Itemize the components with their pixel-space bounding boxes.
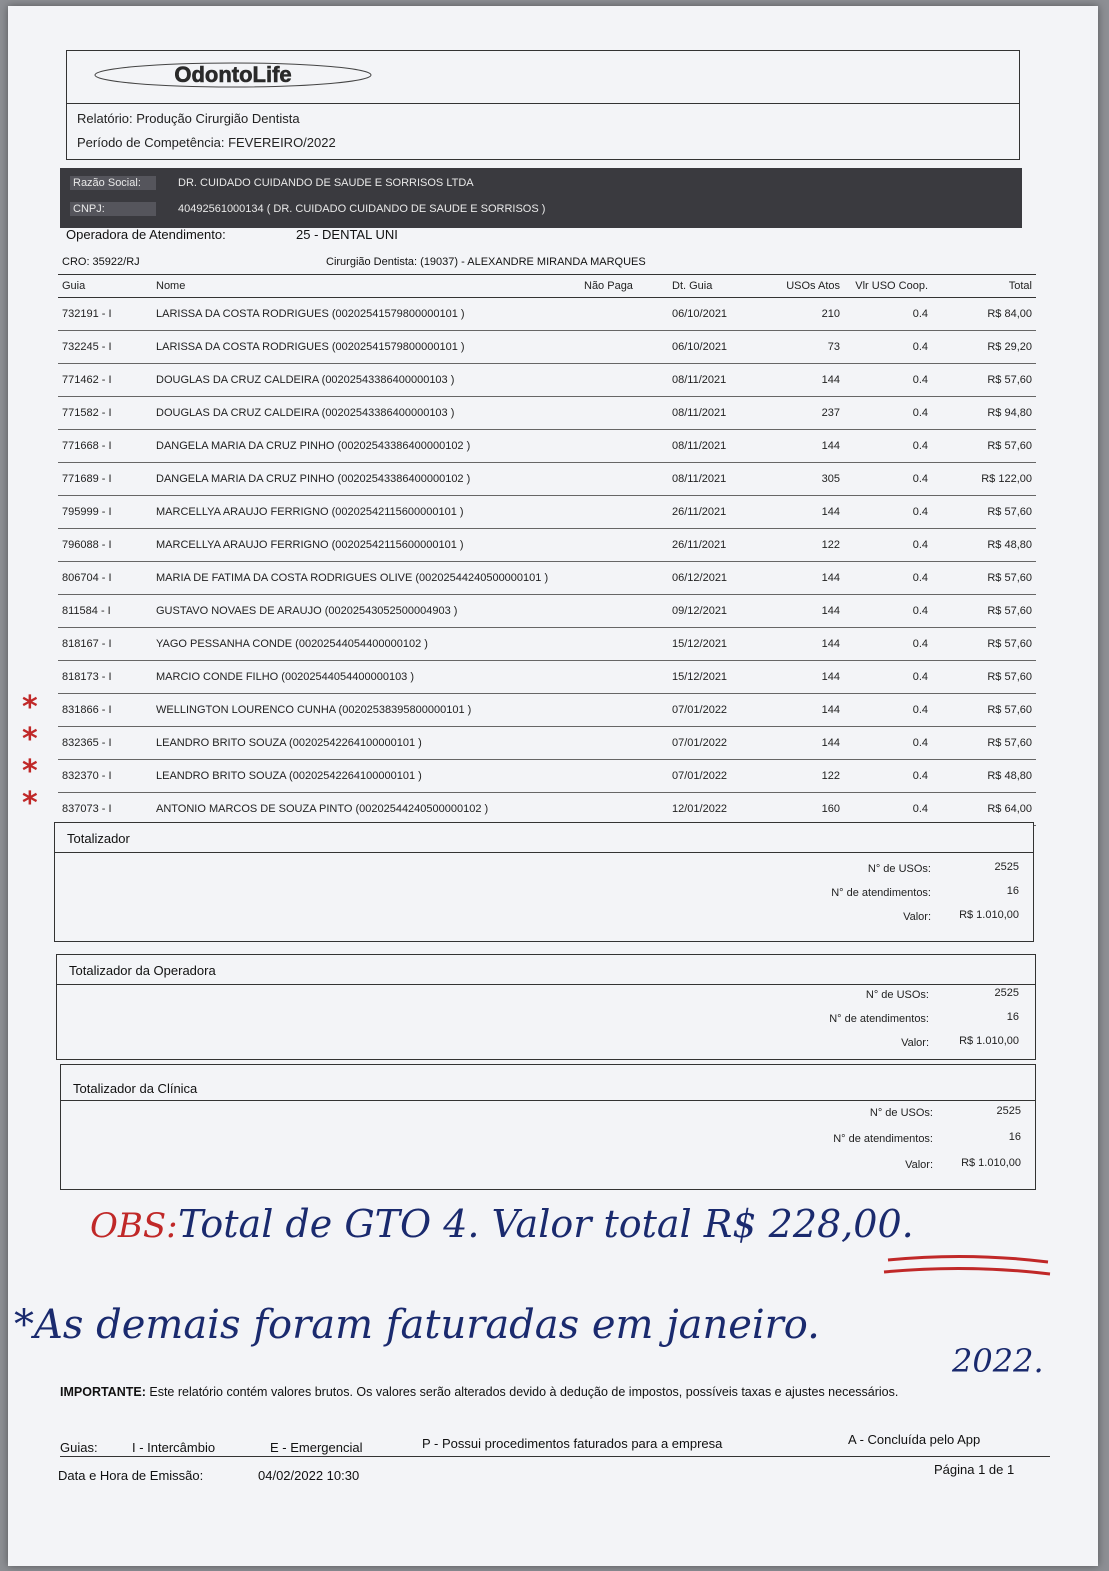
totalizador-clinica-title: Totalizador da Clínica: [61, 1065, 1035, 1101]
razao-social-row: Razão Social: DR. CUIDADO CUIDANDO DE SAUDE E SORRISOS LTDA: [70, 176, 1020, 190]
table-header-row: [58, 275, 1036, 298]
legend-emergencial: E - Emergencial: [270, 1440, 363, 1455]
total-cell: R$ 57,60: [932, 496, 1036, 529]
atendimentos-label: N° de atendimentos:: [831, 887, 931, 899]
guia-cell: 837073 - I: [58, 793, 152, 826]
usos-label: N° de USOs:: [865, 989, 929, 1001]
vlr-uso-cell: 0.4: [844, 595, 932, 628]
guia-cell: 818167 - I: [58, 628, 152, 661]
nome-cell: YAGO PESSANHA CONDE (00202544054400000102 ): [152, 628, 580, 661]
dt-guia-cell: 08/11/2021: [668, 364, 766, 397]
vlr-uso-cell: 0.4: [844, 397, 932, 430]
total-cell: R$ 57,60: [932, 595, 1036, 628]
nao-paga-cell: [580, 298, 668, 331]
footer-divider: [60, 1456, 1050, 1457]
guia-cell: 832365 - I: [58, 727, 152, 760]
table-row: [58, 562, 1036, 595]
atendimentos-value: 16: [1006, 885, 1019, 897]
report-period: Período de Competência: FEVEREIRO/2022: [77, 135, 336, 150]
vlr-uso-cell: 0.4: [844, 529, 932, 562]
table-row: [58, 430, 1036, 463]
valor-label: Valor:: [905, 1159, 933, 1171]
usos-cell: 144: [766, 430, 844, 463]
col-dt-guia: Dt. Guia: [668, 275, 766, 298]
table-row: [58, 496, 1036, 529]
odontolife-logo: [93, 59, 373, 89]
usos-cell: 144: [766, 496, 844, 529]
guia-cell: 771582 - I: [58, 397, 152, 430]
vlr-uso-cell: 0.4: [844, 628, 932, 661]
handwritten-asterisk: *: [22, 786, 38, 821]
atendimentos-label: N° de atendimentos:: [833, 1133, 933, 1145]
usos-cell: 122: [766, 760, 844, 793]
usos-cell: 73: [766, 331, 844, 364]
nao-paga-cell: [580, 727, 668, 760]
guia-cell: 771462 - I: [58, 364, 152, 397]
nao-paga-cell: [580, 661, 668, 694]
total-cell: R$ 57,60: [932, 727, 1036, 760]
nao-paga-cell: [580, 760, 668, 793]
col-total: Total: [932, 275, 1036, 298]
valor-label: Valor:: [903, 911, 931, 923]
total-cell: R$ 64,00: [932, 793, 1036, 826]
nome-cell: GUSTAVO NOVAES DE ARAUJO (00202543052500004903 ): [152, 595, 580, 628]
vlr-uso-cell: 0.4: [844, 562, 932, 595]
guia-cell: 811584 - I: [58, 595, 152, 628]
table-row: [58, 364, 1036, 397]
operadora-row: Operadora de Atendimento: 25 - DENTAL UNI: [66, 227, 398, 242]
table-row: [58, 760, 1036, 793]
usos-cell: 144: [766, 364, 844, 397]
col-usos: USOs Atos: [766, 275, 844, 298]
usos-label: N° de USOs:: [869, 1107, 933, 1119]
total-cell: R$ 84,00: [932, 298, 1036, 331]
nome-cell: DANGELA MARIA DA CRUZ PINHO (00202543386400000102 ): [152, 463, 580, 496]
table-row: [58, 694, 1036, 727]
total-cell: R$ 57,60: [932, 562, 1036, 595]
dt-guia-cell: 08/11/2021: [668, 463, 766, 496]
dt-guia-cell: 15/12/2021: [668, 628, 766, 661]
nao-paga-cell: [580, 595, 668, 628]
dt-guia-cell: 15/12/2021: [668, 661, 766, 694]
total-cell: R$ 57,60: [932, 364, 1036, 397]
header-divider: [67, 103, 1019, 104]
production-table: [58, 274, 1036, 826]
dt-guia-cell: 12/01/2022: [668, 793, 766, 826]
guia-cell: 806704 - I: [58, 562, 152, 595]
table-row: [58, 727, 1036, 760]
handwritten-asterisk: *: [22, 690, 38, 725]
total-cell: R$ 57,60: [932, 430, 1036, 463]
nao-paga-cell: [580, 331, 668, 364]
totalizador-operadora-title: Totalizador da Operadora: [57, 955, 1035, 985]
col-vlr-uso: Vlr USO Coop.: [844, 275, 932, 298]
usos-cell: 305: [766, 463, 844, 496]
nome-cell: WELLINGTON LOURENCO CUNHA (00202538395800000101 ): [152, 694, 580, 727]
vlr-uso-cell: 0.4: [844, 430, 932, 463]
guia-cell: 832370 - I: [58, 760, 152, 793]
usos-cell: 144: [766, 694, 844, 727]
usos-cell: 144: [766, 595, 844, 628]
usos-value: 2525: [996, 1105, 1021, 1117]
atendimentos-value: 16: [1006, 1011, 1019, 1023]
col-nao-paga: Não Paga: [580, 275, 668, 298]
guia-cell: 732245 - I: [58, 331, 152, 364]
valor-label: Valor:: [901, 1037, 929, 1049]
handwritten-underline: [878, 1250, 1058, 1280]
dt-guia-cell: 07/01/2022: [668, 760, 766, 793]
guia-cell: 795999 - I: [58, 496, 152, 529]
valor-value: R$ 1.010,00: [961, 1157, 1021, 1169]
dt-guia-cell: 06/12/2021: [668, 562, 766, 595]
nome-cell: LEANDRO BRITO SOUZA (00202542264100000101 ): [152, 760, 580, 793]
total-cell: R$ 94,80: [932, 397, 1036, 430]
nome-cell: DOUGLAS DA CRUZ CALDEIRA (00202543386400000103 ): [152, 364, 580, 397]
total-cell: R$ 57,60: [932, 694, 1036, 727]
vlr-uso-cell: 0.4: [844, 793, 932, 826]
svg-text:OdontoLife: OdontoLife: [174, 62, 292, 87]
usos-cell: 237: [766, 397, 844, 430]
handwritten-obs-prefix: OBS:: [90, 1206, 178, 1246]
usos-value: 2525: [994, 987, 1019, 999]
nao-paga-cell: [580, 793, 668, 826]
guia-cell: 771689 - I: [58, 463, 152, 496]
nome-cell: ANTONIO MARCOS DE SOUZA PINTO (00202544240500000102 ): [152, 793, 580, 826]
vlr-uso-cell: 0.4: [844, 496, 932, 529]
vlr-uso-cell: 0.4: [844, 694, 932, 727]
dt-guia-cell: 26/11/2021: [668, 496, 766, 529]
vlr-uso-cell: 0.4: [844, 661, 932, 694]
nao-paga-cell: [580, 496, 668, 529]
legend-label: Guias:: [60, 1440, 98, 1455]
guia-cell: 818173 - I: [58, 661, 152, 694]
dt-guia-cell: 26/11/2021: [668, 529, 766, 562]
col-guia: Guia: [58, 275, 152, 298]
legend-procedimentos: P - Possui procedimentos faturados para a empresa: [422, 1436, 723, 1451]
nao-paga-cell: [580, 529, 668, 562]
nome-cell: MARCELLYA ARAUJO FERRIGNO (00202542115600000101 ): [152, 529, 580, 562]
nome-cell: LARISSA DA COSTA RODRIGUES (00202541579800000101 ): [152, 331, 580, 364]
nome-cell: LARISSA DA COSTA RODRIGUES (00202541579800000101 ): [152, 298, 580, 331]
valor-value: R$ 1.010,00: [959, 1035, 1019, 1047]
vlr-uso-cell: 0.4: [844, 463, 932, 496]
dt-guia-cell: 07/01/2022: [668, 727, 766, 760]
total-cell: R$ 48,80: [932, 760, 1036, 793]
dt-guia-cell: 08/11/2021: [668, 397, 766, 430]
table-row: [58, 397, 1036, 430]
nao-paga-cell: [580, 562, 668, 595]
totalizador-operadora-box: [56, 954, 1036, 1060]
table-row: [58, 595, 1036, 628]
nao-paga-cell: [580, 463, 668, 496]
guia-cell: 831866 - I: [58, 694, 152, 727]
usos-cell: 160: [766, 793, 844, 826]
table-row: [58, 463, 1036, 496]
legend-intercambio: I - Intercâmbio: [132, 1440, 216, 1455]
totalizador-box: [54, 822, 1034, 942]
nao-paga-cell: [580, 364, 668, 397]
cro-text: CRO: 35922/RJ: [62, 256, 140, 268]
vlr-uso-cell: 0.4: [844, 364, 932, 397]
guia-cell: 732191 - I: [58, 298, 152, 331]
total-cell: R$ 57,60: [932, 661, 1036, 694]
nome-cell: MARCIO CONDE FILHO (00202544054400000103 ): [152, 661, 580, 694]
dt-guia-cell: 08/11/2021: [668, 430, 766, 463]
nome-cell: LEANDRO BRITO SOUZA (00202542264100000101 ): [152, 727, 580, 760]
handwritten-note: *As demais foram faturadas em janeiro.: [14, 1302, 820, 1348]
usos-label: N° de USOs:: [867, 863, 931, 875]
totalizador-title: Totalizador: [55, 823, 1033, 853]
emission-datetime: Data e Hora de Emissão: 04/02/2022 10:30: [58, 1468, 360, 1483]
table-row: [58, 661, 1036, 694]
total-cell: R$ 57,60: [932, 628, 1036, 661]
handwritten-obs-text: Total de GTO 4. Valor total R$ 228,00.: [178, 1202, 914, 1246]
usos-cell: 144: [766, 562, 844, 595]
nome-cell: MARIA DE FATIMA DA COSTA RODRIGUES OLIVE (00202544240500000101 ): [152, 562, 580, 595]
nao-paga-cell: [580, 694, 668, 727]
legend-app: A - Concluída pelo App: [848, 1432, 981, 1447]
valor-value: R$ 1.010,00: [959, 909, 1019, 921]
usos-value: 2525: [994, 861, 1019, 873]
usos-cell: 144: [766, 628, 844, 661]
totalizador-clinica-box: [60, 1064, 1036, 1190]
handwritten-year: 2022.: [952, 1342, 1044, 1380]
dt-guia-cell: 06/10/2021: [668, 298, 766, 331]
dt-guia-cell: 06/10/2021: [668, 331, 766, 364]
usos-cell: 210: [766, 298, 844, 331]
vlr-uso-cell: 0.4: [844, 331, 932, 364]
nome-cell: MARCELLYA ARAUJO FERRIGNO (00202542115600000101 ): [152, 496, 580, 529]
table-row: [58, 298, 1036, 331]
table-row: [58, 331, 1036, 364]
handwritten-asterisk: *: [22, 722, 38, 757]
report-type: Relatório: Produção Cirurgião Dentista: [77, 111, 300, 126]
company-band: [60, 168, 1022, 228]
dentist-name: Cirurgião Dentista: (19037) - ALEXANDRE MIRANDA MARQUES: [326, 256, 646, 268]
cnpj-row: CNPJ: 40492561000134 ( DR. CUIDADO CUIDANDO DE SAUDE E SORRISOS ): [70, 202, 1020, 216]
nao-paga-cell: [580, 397, 668, 430]
atendimentos-label: N° de atendimentos:: [829, 1013, 929, 1025]
vlr-uso-cell: 0.4: [844, 298, 932, 331]
total-cell: R$ 29,20: [932, 331, 1036, 364]
nome-cell: DANGELA MARIA DA CRUZ PINHO (00202543386400000102 ): [152, 430, 580, 463]
total-cell: R$ 48,80: [932, 529, 1036, 562]
table-row: [58, 529, 1036, 562]
atendimentos-value: 16: [1008, 1131, 1021, 1143]
usos-cell: 144: [766, 727, 844, 760]
report-page: [8, 6, 1098, 1566]
dt-guia-cell: 07/01/2022: [668, 694, 766, 727]
col-nome: Nome: [152, 275, 580, 298]
nao-paga-cell: [580, 430, 668, 463]
page-number: Página 1 de 1: [934, 1462, 1015, 1477]
vlr-uso-cell: 0.4: [844, 760, 932, 793]
report-header: [66, 50, 1020, 160]
table-row: [58, 628, 1036, 661]
table-row: [58, 793, 1036, 826]
dt-guia-cell: 09/12/2021: [668, 595, 766, 628]
handwritten-asterisk: *: [22, 754, 38, 789]
important-notice: IMPORTANTE: Este relatório contém valores brutos. Os valores serão alterados devido à dedução de impostos, possíveis taxas e ajustes necessários.: [60, 1385, 899, 1399]
vlr-uso-cell: 0.4: [844, 727, 932, 760]
guia-cell: 796088 - I: [58, 529, 152, 562]
guia-cell: 771668 - I: [58, 430, 152, 463]
usos-cell: 122: [766, 529, 844, 562]
nao-paga-cell: [580, 628, 668, 661]
usos-cell: 144: [766, 661, 844, 694]
total-cell: R$ 122,00: [932, 463, 1036, 496]
nome-cell: DOUGLAS DA CRUZ CALDEIRA (00202543386400000103 ): [152, 397, 580, 430]
